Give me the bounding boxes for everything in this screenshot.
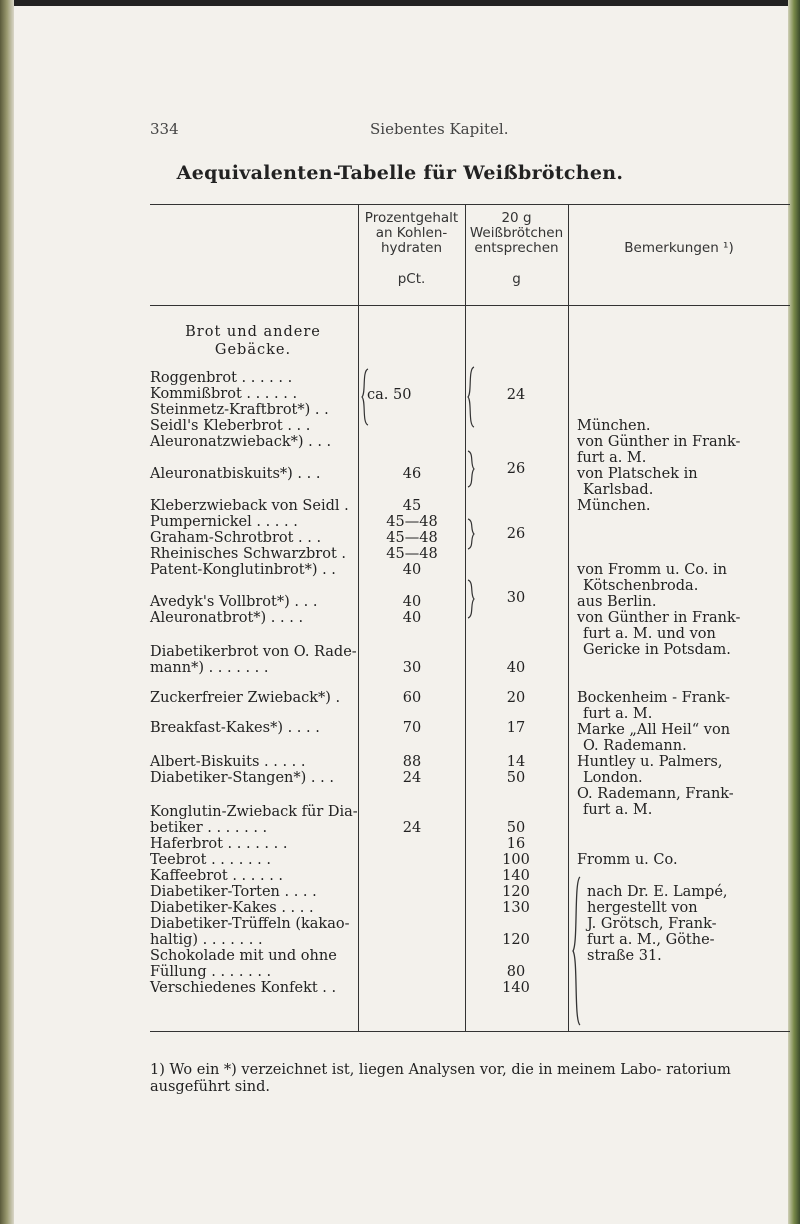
remark-line: München.	[577, 498, 651, 514]
column-divider-3	[568, 204, 569, 1031]
remark-line: aus Berlin.	[577, 594, 657, 610]
table-top-rule	[150, 204, 790, 205]
row-weissbroetchen-equivalent: 120	[502, 884, 530, 900]
header-pct-line2: an Kohlen-	[375, 225, 448, 241]
section-title-line2: Gebäcke.	[214, 342, 292, 358]
row-weissbroetchen-equivalent: 20	[506, 690, 526, 706]
row-name-line1: Konglutin-Zwieback für Dia-	[150, 804, 358, 820]
grouped-wb-26b: 26	[506, 526, 526, 542]
remark-line: furt a. M.	[577, 450, 647, 466]
section-title-line1: Brot und andere	[185, 324, 321, 340]
row-name: Kleberzwieback von Seidl .	[150, 498, 349, 514]
row-carbohydrate-percent: 70	[402, 720, 422, 736]
row-carbohydrate-percent: 45—48	[386, 546, 438, 562]
header-remarks-label: Bemerkungen ¹)	[624, 240, 734, 256]
brace-pct-group	[360, 367, 370, 427]
header-pct-line1: Prozentgehalt	[364, 210, 459, 226]
row-name: betiker . . . . . . .	[150, 820, 268, 836]
row-weissbroetchen-equivalent: 120	[502, 932, 530, 948]
brace-wb-30	[466, 578, 476, 620]
remark-line: O. Rademann, Frank-	[577, 786, 734, 802]
table-title: Aequivalenten-Tabelle für Weißbrötchen.	[176, 162, 624, 184]
remark-line: von Günther in Frank-	[577, 434, 741, 450]
column-divider-1	[358, 204, 359, 1031]
remark-line: nach Dr. E. Lampé,	[587, 884, 728, 900]
row-weissbroetchen-equivalent: 17	[506, 720, 526, 736]
header-remarks	[568, 241, 790, 256]
row-weissbroetchen-equivalent: 14	[506, 754, 526, 770]
row-name: Graham-Schrotbrot . . .	[150, 530, 322, 546]
row-weissbroetchen-equivalent: 50	[506, 770, 526, 786]
header-pct-unit: pCt.	[397, 271, 426, 287]
brace-remarks-lampe	[570, 875, 584, 1027]
row-name: Kaffeebrot . . . . . .	[150, 868, 284, 884]
row-weissbroetchen-equivalent: 16	[506, 836, 526, 852]
row-name: Zuckerfreier Zwieback*) .	[150, 690, 341, 706]
row-name: Füllung . . . . . . .	[150, 964, 272, 980]
remark-line: Fromm u. Co.	[577, 852, 678, 868]
row-weissbroetchen-equivalent: 140	[502, 980, 530, 996]
row-carbohydrate-percent: 24	[402, 770, 422, 786]
brace-wb-26a	[466, 449, 476, 489]
row-name: Teebrot . . . . . . .	[150, 852, 272, 868]
row-name: Kommißbrot . . . . . .	[150, 386, 298, 402]
header-weissbroetchen-equivalent	[465, 211, 568, 287]
brace-wb-24	[466, 365, 476, 429]
row-carbohydrate-percent: 30	[402, 660, 422, 676]
row-carbohydrate-percent: 45—48	[386, 530, 438, 546]
remark-line: straße 31.	[587, 948, 662, 964]
remark-line: von Günther in Frank-	[577, 610, 741, 626]
remark-line: Huntley u. Palmers,	[577, 754, 723, 770]
chapter-title: Siebentes Kapitel.	[370, 120, 509, 138]
remark-line: Bockenheim - Frank-	[577, 690, 731, 706]
row-carbohydrate-percent: 45—48	[386, 514, 438, 530]
row-name: Haferbrot . . . . . . .	[150, 836, 288, 852]
row-name: Steinmetz-Kraftbrot*) . .	[150, 402, 329, 418]
page-number: 334	[150, 120, 179, 138]
row-name: Aleuronatbiskuits*) . . .	[150, 466, 321, 482]
row-name: Roggenbrot . . . . . .	[150, 370, 293, 386]
row-name: Avedyk's Vollbrot*) . . .	[150, 594, 318, 610]
header-carbohydrate-percent	[358, 211, 465, 287]
row-weissbroetchen-equivalent: 130	[502, 900, 530, 916]
remark-line: von Platschek in	[577, 466, 698, 482]
row-weissbroetchen-equivalent: 50	[506, 820, 526, 836]
row-carbohydrate-percent: 60	[402, 690, 422, 706]
grouped-wb-26a: 26	[506, 461, 526, 477]
row-carbohydrate-percent: 40	[402, 562, 422, 578]
row-carbohydrate-percent: 46	[402, 466, 422, 482]
remark-line: Kötschenbroda.	[583, 578, 699, 594]
footnote: 1) Wo ein *) verzeichnet ist, liegen Analysen vor, die in meinem Labo- ratorium ausgeführt sind.	[150, 1062, 731, 1095]
header-wb-line2: Weißbrötchen	[469, 225, 564, 241]
remark-line: furt a. M. und von	[583, 626, 716, 642]
row-name: Aleuronatzwieback*) . . .	[150, 434, 332, 450]
row-carbohydrate-percent: 40	[402, 594, 422, 610]
row-carbohydrate-percent: 40	[402, 610, 422, 626]
section-title	[183, 323, 323, 359]
row-name: mann*) . . . . . . .	[150, 660, 269, 676]
remark-line: Karlsbad.	[583, 482, 654, 498]
remark-line: furt a. M., Göthe-	[587, 932, 715, 948]
row-name: Diabetiker-Stangen*) . . .	[150, 770, 334, 786]
row-carbohydrate-percent: 24	[402, 820, 422, 836]
row-name-line1: Schokolade mit und ohne	[150, 948, 337, 964]
brace-wb-26b	[466, 517, 476, 551]
table-bottom-rule	[150, 1031, 790, 1032]
remark-line: München.	[577, 418, 651, 434]
row-name: Verschiedenes Konfekt . .	[150, 980, 337, 996]
header-pct-line3: hydraten	[380, 240, 443, 256]
row-name: Albert-Biskuits . . . . .	[150, 754, 306, 770]
remark-line: J. Grötsch, Frank-	[587, 916, 717, 932]
row-name: Rheinisches Schwarzbrot .	[150, 546, 346, 562]
remark-line: furt a. M.	[583, 706, 653, 722]
header-wb-unit: g	[512, 271, 521, 287]
row-name: haltig) . . . . . . .	[150, 932, 263, 948]
row-name: Aleuronatbrot*) . . . .	[150, 610, 304, 626]
header-wb-line1: 20 g	[501, 210, 532, 226]
remark-line: Gericke in Potsdam.	[583, 642, 731, 658]
remark-line: Marke „All Heil“ von	[577, 722, 731, 738]
grouped-wb-24: 24	[506, 387, 526, 403]
row-name: Breakfast-Kakes*) . . . .	[150, 720, 320, 736]
row-name: Patent-Konglutinbrot*) . .	[150, 562, 336, 578]
remark-line: hergestellt von	[587, 900, 698, 916]
row-name: Pumpernickel . . . . .	[150, 514, 298, 530]
header-wb-line3: entsprechen	[474, 240, 559, 256]
row-name: Diabetiker-Torten . . . .	[150, 884, 317, 900]
row-name-line1: Diabetikerbrot von O. Rade-	[150, 644, 357, 660]
grouped-pct-ca50: ca. 50	[367, 387, 412, 403]
remark-line: O. Rademann.	[583, 738, 687, 754]
header-bottom-rule	[150, 305, 790, 306]
row-weissbroetchen-equivalent: 140	[502, 868, 530, 884]
grouped-wb-30: 30	[506, 590, 526, 606]
page-top-edge	[0, 0, 800, 6]
row-weissbroetchen-equivalent: 80	[506, 964, 526, 980]
remark-line: furt a. M.	[583, 802, 653, 818]
row-name: Diabetiker-Kakes . . . .	[150, 900, 314, 916]
row-carbohydrate-percent: 88	[402, 754, 422, 770]
row-name-line1: Diabetiker-Trüffeln (kakao-	[150, 916, 350, 932]
row-weissbroetchen-equivalent: 100	[502, 852, 530, 868]
row-weissbroetchen-equivalent: 40	[506, 660, 526, 676]
remark-line: von Fromm u. Co. in	[577, 562, 728, 578]
row-carbohydrate-percent: 45	[402, 498, 422, 514]
remark-line: London.	[583, 770, 643, 786]
row-name: Seidl's Kleberbrot . . .	[150, 418, 311, 434]
